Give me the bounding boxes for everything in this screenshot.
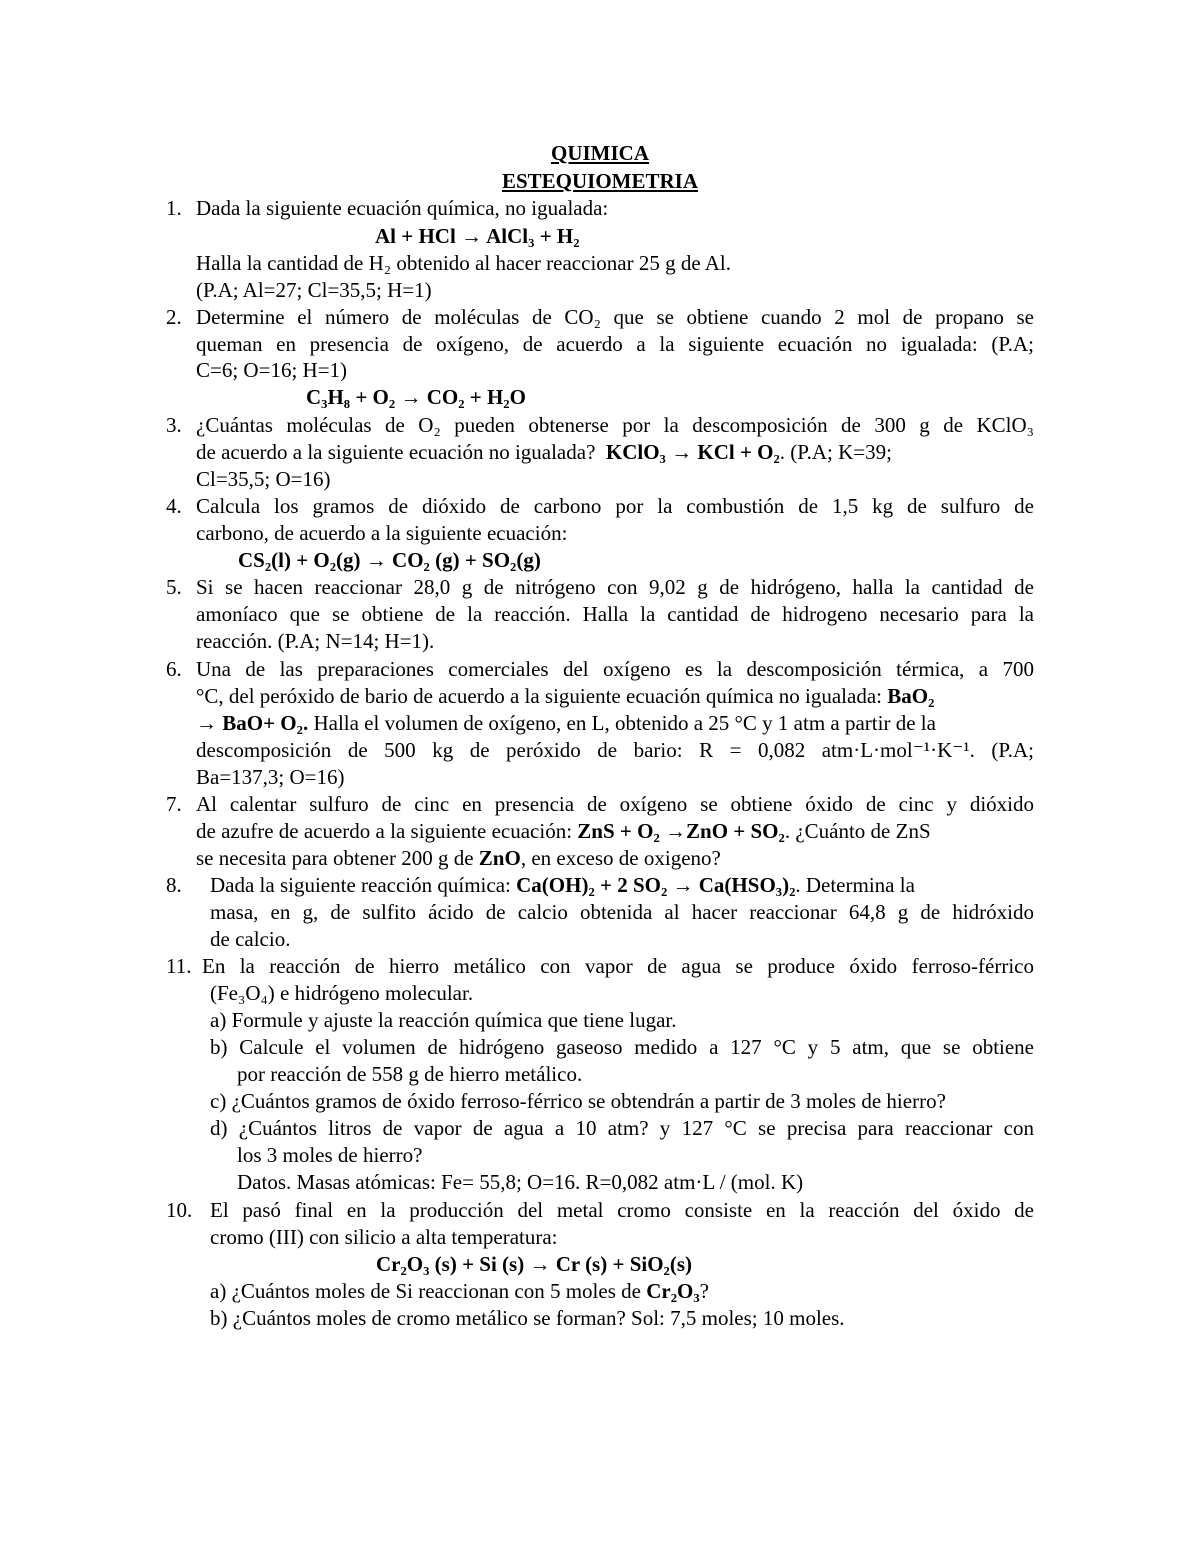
problem-2-line-1: Determine el número de moléculas de CO₂ que se obtiene cuando 2 mol de propano se [196,305,1034,329]
problem-6-number: 6. [166,657,182,681]
problem-6-line-4: descomposición de 500 kg de peróxido de bario: R = 0,082 atm·L·mol⁻¹·K⁻¹. (P.A; [196,738,1034,762]
problem-3-line-2-text: de acuerdo a la siguiente ecuación no igualada? [196,440,596,464]
problem-11-line-2: (Fe₃O₄) e hidrógeno molecular. [210,981,474,1005]
problem-10-part-a-formula: Cr₂O₃ [646,1279,700,1303]
problem-7-zno: ZnO [478,846,521,870]
title-quimica: QUIMICA [551,141,649,165]
problem-10-part-a-text: a) ¿Cuántos moles de Si reaccionan con 5 moles de [210,1279,641,1303]
problem-1-number: 1. [166,196,182,220]
problem-11-line-1: En la reacción de hierro metálico con vapor de agua se produce óxido ferroso-férrico [202,954,1034,978]
problem-8-line-1-end: . Determina la [795,873,915,897]
problem-2-equation: C₃H₈ + O₂ → CO₂ + H₂O [306,385,526,409]
problem-7-line-1: Al calentar sulfuro de cinc en presencia de oxígeno se obtiene óxido de cinc y dióxido [196,792,1034,816]
problem-3-line-3: Cl=35,5; O=16) [196,467,331,491]
problem-7-line-3-end: , en exceso de oxigeno? [520,846,721,870]
problem-6-line-1: Una de las preparaciones comerciales del oxígeno es la descomposición térmica, a 700 [196,657,1034,681]
problem-1-text: Dada la siguiente ecuación química, no igualada: [196,196,609,220]
problem-11-part-c: c) ¿Cuántos gramos de óxido ferroso-férrico se obtendrán a partir de 3 moles de hierro? [210,1089,946,1113]
problem-5-line-3: reacción. (P.A; N=14; H=1). [196,629,435,653]
problem-11-data: Datos. Masas atómicas: Fe= 55,8; O=16. R=0,082 atm·L / (mol. K) [237,1170,804,1194]
problem-4-line-2: carbono, de acuerdo a la siguiente ecuación: [196,521,568,545]
problem-3-atomic-weights: . (P.A; K=39; [779,440,892,464]
problem-2-line-2: queman en presencia de oxígeno, de acuerdo a la siguiente ecuación no igualada: (P.A; [196,332,1034,356]
problem-3-equation: KClO₃ → KCl + O₂ [605,440,780,464]
problem-4-number: 4. [166,494,182,518]
problem-6-line-5: Ba=137,3; O=16) [196,765,345,789]
problem-5-line-2: amoníaco que se obtiene de la reacción. Halla la cantidad de hidrogeno necesario para la [196,602,1034,626]
problem-4-equation: CS₂(l) + O₂(g) → CO₂ (g) + SO₂(g) [238,548,541,572]
problem-6-line-2-text: °C, del peróxido de bario de acuerdo a la siguiente ecuación química no igualada: [196,684,882,708]
problem-10-equation: Cr₂O₃ (s) + Si (s) → Cr (s) + SiO₂(s) [376,1252,692,1276]
problem-7-line-2-end: . ¿Cuánto de ZnS [784,819,931,843]
problem-6-line-3 [196,710,936,737]
problem-7-line-3 [196,845,721,872]
problem-11-part-a: a) Formule y ajuste la reacción química que tiene lugar. [210,1008,677,1032]
title-estequiometria: ESTEQUIOMETRIA [501,169,699,193]
problem-1-atomic-weights: (P.A; Al=27; Cl=35,5; H=1) [196,278,432,302]
problem-8-line-1-text: Dada la siguiente reacción química: [210,873,511,897]
problem-10-line-2: cromo (III) con silicio a alta temperatura: [210,1225,558,1249]
problem-3-line-1: ¿Cuántas moléculas de O₂ pueden obtenerse por la descomposición de 300 g de KClO₃ [196,413,1034,437]
problem-10-part-a-end: ? [699,1279,709,1303]
problem-3-line-2 [196,439,892,466]
problem-1-question: Halla la cantidad de H₂ obtenido al hacer reaccionar 25 g de Al. [196,251,732,275]
problem-5-number: 5. [166,575,182,599]
problem-10-number: 10. [166,1198,193,1222]
problem-8-equation: Ca(OH)₂ + 2 SO₂ → Ca(HSO₃)₂ [516,873,796,897]
problem-8-line-3: de calcio. [210,927,291,951]
problem-11-number: 11. [166,954,192,978]
problem-6-line-3-text: Halla el volumen de oxígeno, en L, obtenido a 25 °C y 1 atm a partir de la [313,711,936,735]
problem-11-part-d-line-2: los 3 moles de hierro? [237,1143,423,1167]
problem-6-equation-part-2: → BaO+ O₂. [196,711,309,735]
problem-11-part-b-line-1: b) Calcule el volumen de hidrógeno gaseoso medido a 127 °C y 5 atm, que se obtiene [210,1035,1034,1059]
problem-10-part-a [210,1278,709,1305]
problem-3-number: 3. [166,413,182,437]
problem-7-line-2-text: de azufre de acuerdo a la siguiente ecuación: [196,819,573,843]
problem-6-line-2 [196,683,934,710]
problem-7-equation: ZnS + O₂ →ZnO + SO₂ [577,819,785,843]
problem-1-equation: Al + HCl → AlCl₃ + H₂ [375,224,580,248]
problem-7-line-2 [196,818,931,845]
problem-4-line-1: Calcula los gramos de dióxido de carbono por la combustión de 1,5 kg de sulfuro de [196,494,1034,518]
problem-5-line-1: Si se hacen reaccionar 28,0 g de nitrógeno con 9,02 g de hidrógeno, halla la cantidad de [196,575,1034,599]
problem-8-line-1 [210,872,915,899]
problem-6-equation-part-1: BaO₂ [887,684,935,708]
problem-10-part-b: b) ¿Cuántos moles de cromo metálico se forman? Sol: 7,5 moles; 10 moles. [210,1306,845,1330]
problem-11-part-d-line-1: d) ¿Cuántos litros de vapor de agua a 10 atm? y 127 °C se precisa para reaccionar con [210,1116,1034,1140]
problem-10-line-1: El pasó final en la producción del metal cromo consiste en la reacción del óxido de [210,1198,1034,1222]
problem-7-number: 7. [166,792,182,816]
problem-2-line-3: C=6; O=16; H=1) [196,358,348,382]
problem-2-number: 2. [166,305,182,329]
problem-8-number: 8. [166,873,182,897]
problem-11-part-b-line-2: por reacción de 558 g de hierro metálico. [237,1062,583,1086]
problem-8-line-2: masa, en g, de sulfito ácido de calcio obtenida al hacer reaccionar 64,8 g de hidróxido [210,900,1034,924]
problem-7-line-3-text: se necesita para obtener 200 g de [196,846,474,870]
